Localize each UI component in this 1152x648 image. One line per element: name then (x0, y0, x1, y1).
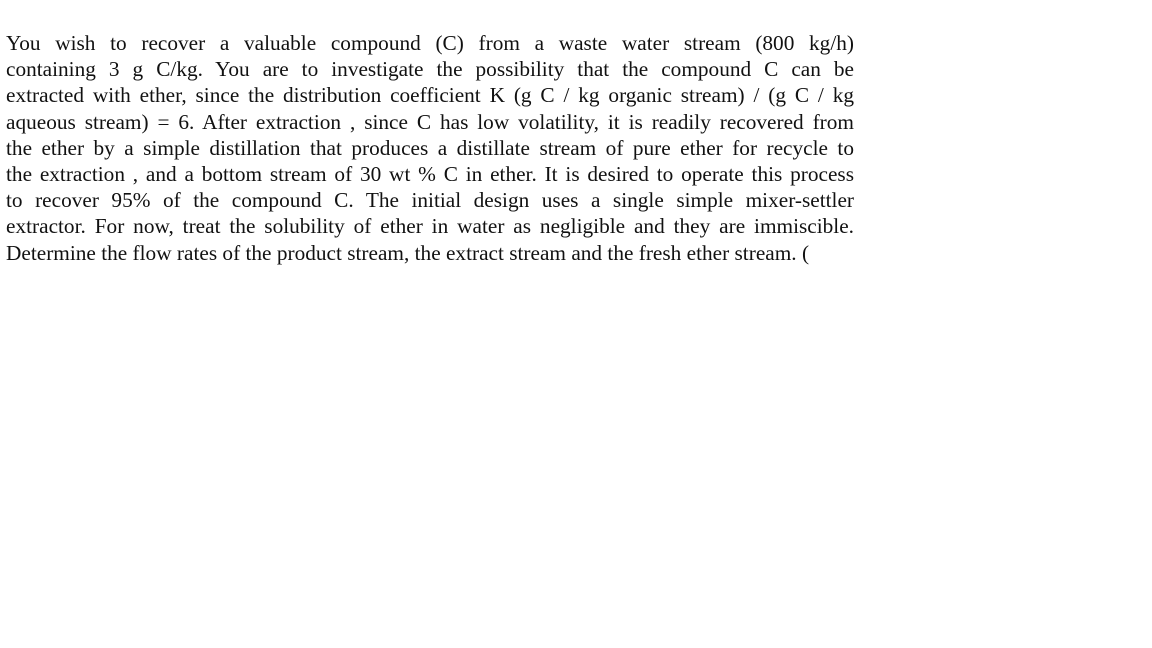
text-line: containing 3 g C/kg. You are to investigate the possibility that the compound C can be (6, 57, 854, 82)
text-line: extracted with ether, since the distribution coefficient K (g C / kg organic stream) / (g C / kg (6, 83, 854, 108)
problem-text (6, 30, 854, 266)
text-line: You wish to recover a valuable compound (C) from a waste water stream (800 kg/h) (6, 31, 854, 55)
text-line: the extraction , and a bottom stream of 30 wt % C in ether. It is desired to operate this process (6, 162, 854, 187)
text-line: extractor. For now, treat the solubility of ether in water as negligible and they are immiscible. (6, 214, 854, 239)
text-line: the ether by a simple distillation that produces a distillate stream of pure ether for recycle to (6, 135, 854, 160)
text-line: Determine the flow rates of the product stream, the extract stream and the fresh ether stream. ( (6, 240, 810, 265)
text-line: aqueous stream) = 6. After extraction , since C has low volatility, it is readily recovered from (6, 109, 854, 134)
text-line: to recover 95% of the compound C. The initial design uses a single simple mixer-settler (6, 188, 854, 213)
